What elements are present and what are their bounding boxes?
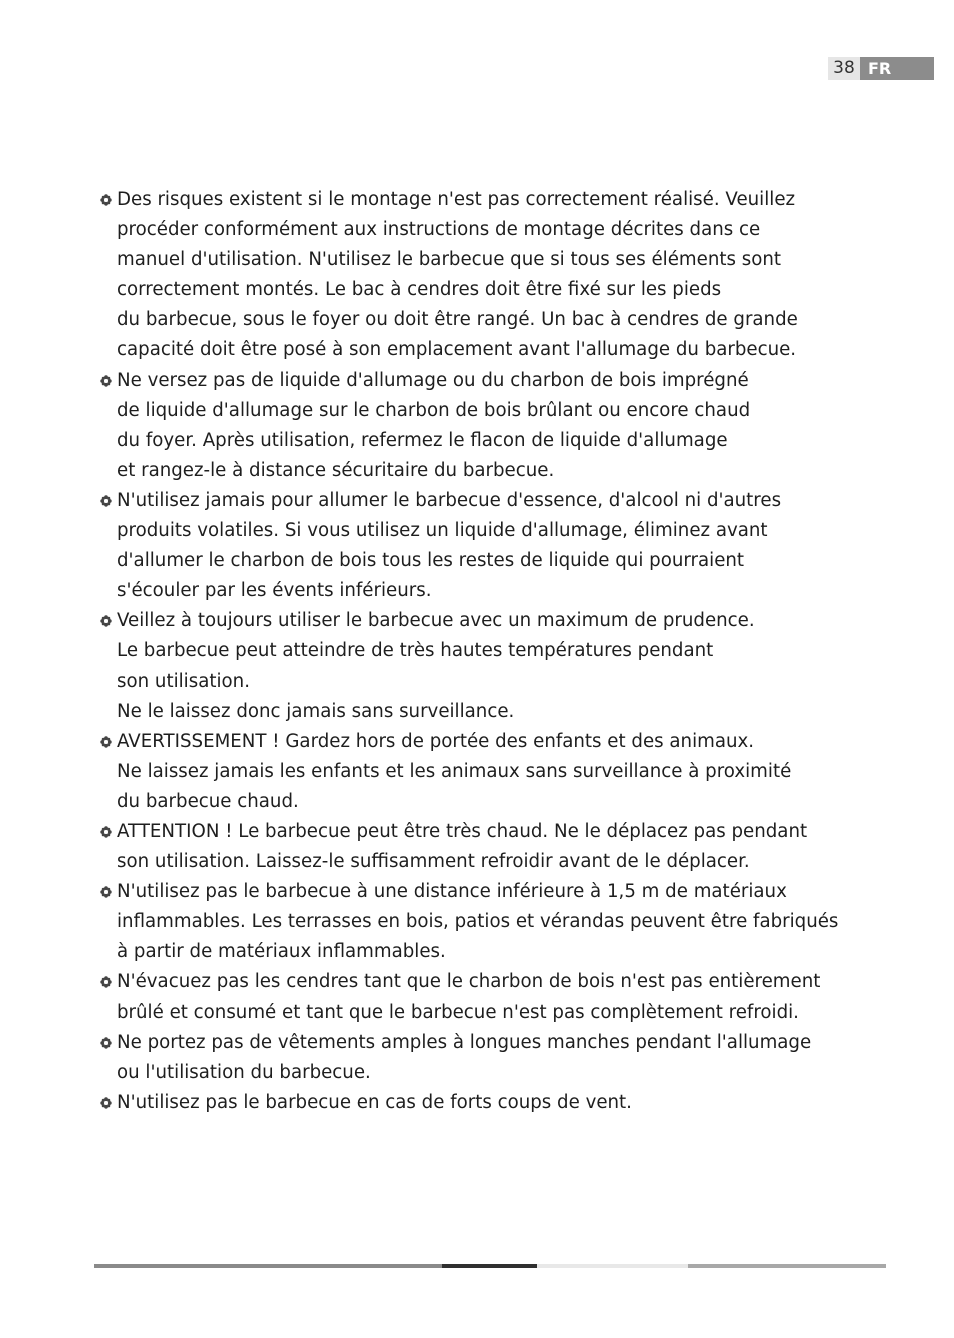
item-text-line: à partir de matériaux inflammables. bbox=[117, 941, 446, 963]
item-text-line: Ne laissez jamais les enfants et les animaux sans surveillance à proximité bbox=[117, 760, 792, 782]
item-text-line: manuel d'utilisation. N'utilisez le barbecue que si tous ses éléments sont bbox=[117, 249, 781, 271]
flower-bullet-icon bbox=[98, 877, 114, 907]
list-item bbox=[98, 1028, 898, 1088]
footer-rule-segment bbox=[688, 1264, 886, 1268]
item-text-line: ATTENTION ! Le barbecue peut être très chaud. Ne le déplacez pas pendant bbox=[117, 820, 808, 842]
item-text-line: du barbecue chaud. bbox=[117, 790, 299, 812]
item-text-line: Ne versez pas de liquide d'allumage ou du charbon de bois imprégné bbox=[117, 369, 749, 391]
list-item bbox=[98, 366, 898, 486]
item-text-line: d'allumer le charbon de bois tous les restes de liquide qui pourraient bbox=[117, 550, 745, 572]
item-text-line: du foyer. Après utilisation, refermez le flacon de liquide d'allumage bbox=[117, 429, 728, 451]
item-text-line: Le barbecue peut atteindre de très hautes températures pendant bbox=[117, 640, 714, 662]
item-text-line: correctement montés. Le bac à cendres doit être fixé sur les pieds bbox=[117, 279, 722, 301]
footer-rule-segment bbox=[442, 1264, 537, 1268]
footer-rule-segment bbox=[94, 1264, 442, 1268]
item-text-line: N'évacuez pas les cendres tant que le charbon de bois n'est pas entièrement bbox=[117, 971, 821, 993]
flower-bullet-icon bbox=[98, 727, 114, 757]
footer-rule bbox=[94, 1264, 886, 1268]
item-text-line: AVERTISSEMENT ! Gardez hors de portée des enfants et des animaux. bbox=[117, 730, 755, 752]
flower-bullet-icon bbox=[98, 366, 114, 396]
list-item bbox=[98, 967, 898, 1027]
list-item bbox=[98, 606, 898, 726]
item-text-line: procéder conformément aux instructions de montage décrites dans ce bbox=[117, 219, 761, 241]
item-text-line: N'utilisez jamais pour allumer le barbecue d'essence, d'alcool ni d'autres bbox=[117, 489, 782, 511]
list-item bbox=[98, 1088, 898, 1118]
item-text-line: N'utilisez pas le barbecue en cas de forts coups de vent. bbox=[117, 1091, 632, 1113]
flower-bullet-icon bbox=[98, 185, 114, 215]
list-item bbox=[98, 817, 898, 877]
item-text-line: du barbecue, sous le foyer ou doit être rangé. Un bac à cendres de grande bbox=[117, 309, 798, 331]
item-text-line: produits volatiles. Si vous utilisez un liquide d'allumage, éliminez avant bbox=[117, 520, 768, 542]
list-item bbox=[98, 185, 898, 366]
flower-bullet-icon bbox=[98, 817, 114, 847]
item-text-line: Ne le laissez donc jamais sans surveillance. bbox=[117, 700, 515, 722]
language-tab: FR bbox=[860, 57, 934, 80]
item-text-line: Ne portez pas de vêtements amples à longues manches pendant l'allumage bbox=[117, 1031, 812, 1053]
item-text-line: Veillez à toujours utiliser le barbecue avec un maximum de prudence. bbox=[117, 610, 755, 632]
item-text-line: N'utilisez pas le barbecue à une distance inférieure à 1,5 m de matériaux bbox=[117, 881, 787, 903]
footer-rule-segment bbox=[537, 1264, 688, 1268]
item-text-line: inflammables. Les terrasses en bois, patios et vérandas peuvent être fabriqués bbox=[117, 911, 839, 933]
item-text-line: capacité doit être posé à son emplacement avant l'allumage du barbecue. bbox=[117, 339, 797, 361]
flower-bullet-icon bbox=[98, 1088, 114, 1118]
page-number: 38 bbox=[828, 57, 860, 80]
flower-bullet-icon bbox=[98, 486, 114, 516]
list-item bbox=[98, 727, 898, 817]
item-text-line: s'écouler par les évents inférieurs. bbox=[117, 580, 432, 602]
flower-bullet-icon bbox=[98, 967, 114, 997]
list-item bbox=[98, 877, 898, 967]
item-text-line: et rangez-le à distance sécuritaire du barbecue. bbox=[117, 459, 555, 481]
list-item bbox=[98, 486, 898, 606]
item-text-line: Des risques existent si le montage n'est pas correctement réalisé. Veuillez bbox=[117, 189, 796, 210]
item-text-line: son utilisation. Laissez-le suffisamment refroidir avant de le déplacer. bbox=[117, 851, 750, 873]
item-text-line: de liquide d'allumage sur le charbon de bois brûlant ou encore chaud bbox=[117, 399, 751, 421]
page-header bbox=[828, 57, 934, 80]
item-text-line: brûlé et consumé et tant que le barbecue n'est pas complètement refroidi. bbox=[117, 1001, 799, 1023]
flower-bullet-icon bbox=[98, 606, 114, 636]
item-text-line: son utilisation. bbox=[117, 670, 250, 692]
item-text-line: ou l'utilisation du barbecue. bbox=[117, 1061, 371, 1083]
safety-instructions-list bbox=[98, 185, 898, 1118]
flower-bullet-icon bbox=[98, 1028, 114, 1058]
